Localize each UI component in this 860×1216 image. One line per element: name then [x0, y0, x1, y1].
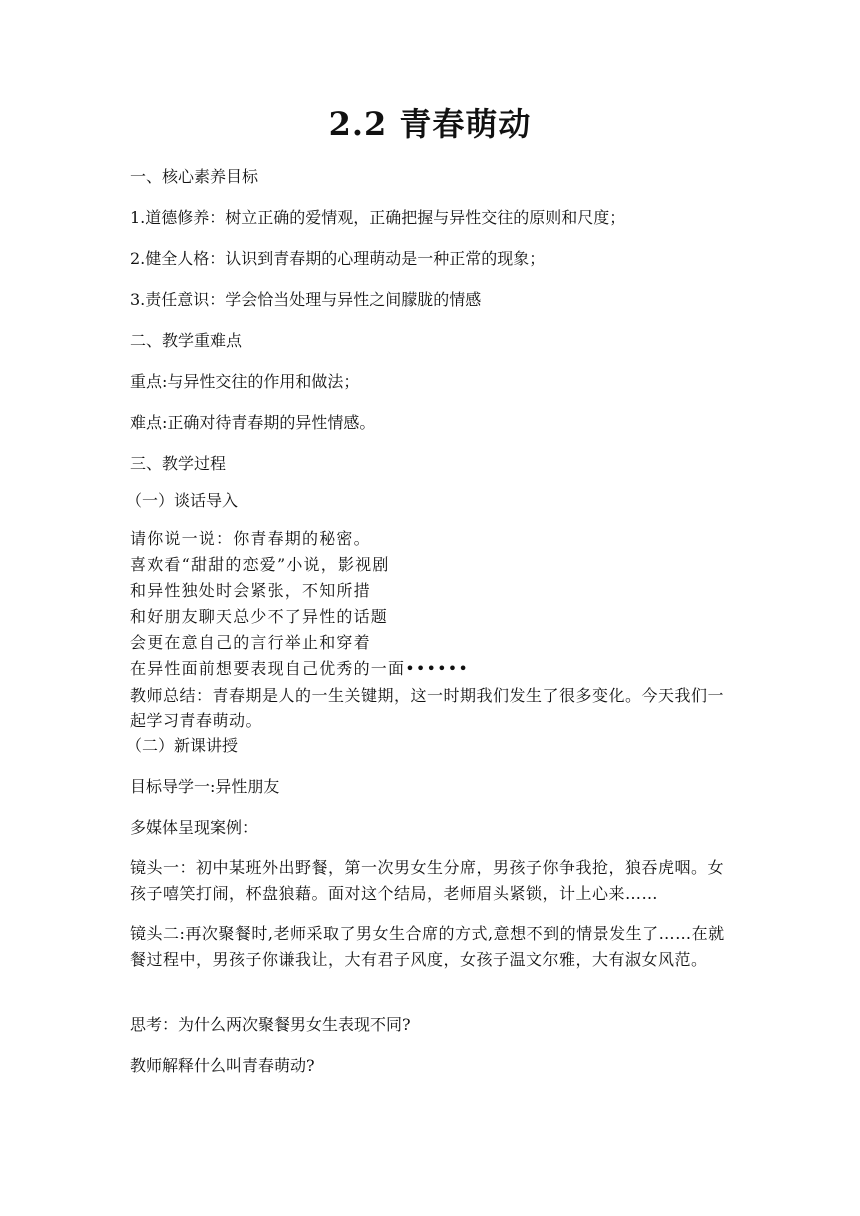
- subsection-heading-intro: （一）谈话导入: [126, 491, 239, 510]
- paragraph-line: 教师解释什么叫青春萌动?: [130, 1056, 315, 1075]
- section-heading-key-points: 二、教学重难点: [130, 331, 243, 350]
- goal-item: 3.责任意识：学会恰当处理与异性之间朦胧的情感: [130, 290, 482, 309]
- goal-item: 1.道德修养：树立正确的爱情观，正确把握与异性交往的原则和尺度；: [130, 208, 626, 227]
- key-point-item: 难点:正确对待青春期的异性情感。: [130, 413, 376, 432]
- section-heading-goals: 一、核心素养目标: [130, 167, 259, 186]
- list-item: 在异性面前想要表现自己优秀的一面••••••: [130, 659, 470, 678]
- goal-guide-heading: 目标导学一:异性朋友: [130, 777, 280, 796]
- thinking-question: 思考：为什么两次聚餐男女生表现不同?: [130, 1015, 411, 1034]
- subsection-heading-new-lesson: （二）新课讲授: [126, 736, 239, 755]
- key-point-item: 重点:与异性交往的作用和做法；: [130, 372, 360, 391]
- paragraph-line: 请你说一说：你青春期的秘密。: [130, 529, 371, 548]
- teacher-summary-paragraph: 教师总结：青春期是人的一生关键期，这一时期我们发生了很多变化。今天我们一起学习青春萌动。: [130, 686, 725, 730]
- case-scene-one-paragraph: 镜头一：初中某班外出野餐，第一次男女生分席，男孩子你争我抢，狼吞虎咽。女孩子嘻笑打闹，杯盘狼藉。面对这个结局，老师眉头紧锁，计上心来……: [130, 858, 725, 903]
- goal-item: 2.健全人格：认识到青春期的心理萌动是一种正常的现象；: [130, 249, 546, 268]
- list-item: 会更在意自己的言行举止和穿着: [130, 633, 371, 652]
- page-title: 2.2 青春萌动: [328, 105, 532, 143]
- list-item: 和好朋友聊天总少不了异性的话题: [130, 607, 389, 626]
- case-scene-two-paragraph: 镜头二:再次聚餐时,老师采取了男女生合席的方式,意想不到的情景发生了……在就餐过程中，男孩子你谦我让，大有君子风度，女孩子温文尔雅，大有淑女风范。: [130, 924, 725, 969]
- section-heading-process: 三、教学过程: [130, 454, 227, 473]
- list-item: 和异性独处时会紧张，不知所措: [130, 581, 371, 600]
- list-item: 喜欢看“甜甜的恋爱”小说，影视剧: [130, 555, 390, 574]
- paragraph-line: 多媒体呈现案例：: [130, 818, 259, 837]
